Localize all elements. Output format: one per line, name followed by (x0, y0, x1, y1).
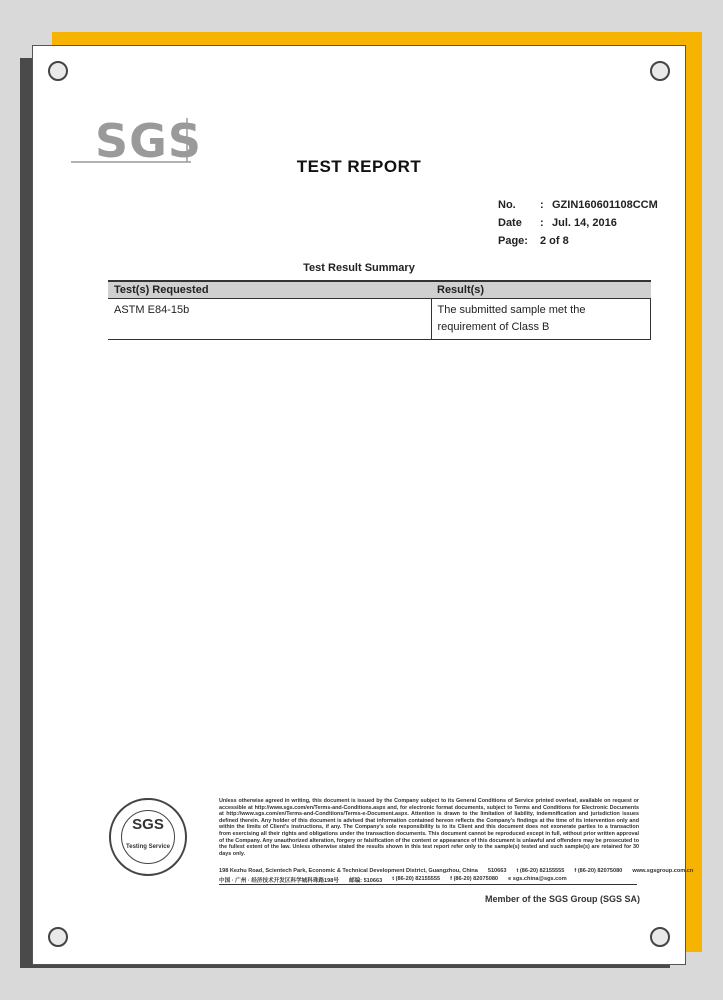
punch-hole-icon (650, 927, 670, 947)
report-number: GZIN160601108CCM (552, 199, 658, 211)
page-number: 2 of 8 (540, 235, 569, 247)
sgs-seal-icon (109, 798, 187, 876)
address-part: f (86-20) 82075080 (574, 868, 623, 874)
meta-label: Page: (498, 235, 528, 247)
address-line-cn (219, 876, 567, 884)
footer-member-text: Member of the SGS Group (SGS SA) (485, 894, 641, 904)
column-header: Result(s) (431, 281, 651, 299)
seal-subtext: Testing Service (126, 844, 170, 850)
footer-divider (219, 884, 637, 885)
summary-title: Test Result Summary (303, 262, 415, 274)
address-part: f (86-20) 82075080 (450, 876, 499, 882)
page-title: TEST REPORT (296, 157, 422, 176)
column-header: Test(s) Requested (108, 281, 431, 299)
meta-label: No. (498, 199, 516, 211)
address-part: t (86-20) 82155555 (516, 868, 565, 874)
address-part: 198 Kezhu Road, Scientech Park, Economic & Technical Development District, Guangzhou, China (219, 868, 478, 874)
address-part: 中国 · 广州 · 经济技术开发区科学城科珠路198号 (219, 878, 339, 884)
meta-sep: : (540, 217, 544, 229)
address-part: 510663 (487, 868, 507, 874)
report-meta (498, 196, 658, 250)
document-page (32, 45, 694, 965)
address-part: t (86-20) 82155555 (392, 876, 441, 882)
address-part: e sgs.china@sgs.com (508, 876, 567, 882)
disclaimer-text: Unless otherwise agreed in writing, this document is issued by the Company subject to its General Conditions of Service printed overleaf, available on request or accessible at http://www.sgs.com/en/Terms-and-Conditions.aspx and, for electronic format documents, subject to Terms and Conditions for Electronic Documents at http://www.sgs.com/en/Terms-and-Conditions/Terms-e-Document.aspx. Attention is drawn to the limitation of liability, indemnification and jurisdiction issues defined therein. Any holder of this document is advised that information contained hereon reflects the Company's findings at the time of its intervention only and within the limits of Client's instructions, if any. The Company's sole responsibility is to its Client and this document does not exonerate parties to a transaction from exercising all their rights and obligations under the transaction documents. This document cannot be reproduced except in full, without prior written approval of the Company. Any unauthorized alteration, forgery or falsification of the content or appearance of this document is unlawful and offenders may be prosecuted to the fullest extent of the law. Unless otherwise stated the results shown in this test report refer only to the sample(s) tested and such sample(s) are retained for 30 days only. (219, 798, 639, 857)
report-date: Jul. 14, 2016 (552, 217, 617, 229)
meta-sep: : (540, 199, 544, 211)
result-summary-table (108, 280, 651, 340)
table-cell-result: The submitted sample met the requirement of Class B (431, 299, 651, 340)
logo-text: SGS (95, 114, 203, 168)
meta-row-number (498, 196, 658, 214)
punch-hole-icon (48, 927, 68, 947)
meta-row-date (498, 214, 658, 232)
address-part: www.sgsgroup.com.cn (632, 868, 694, 874)
punch-hole-icon (48, 61, 68, 81)
address-line-en (219, 868, 693, 874)
punch-hole-icon (650, 61, 670, 81)
meta-label: Date (498, 217, 522, 229)
seal-text: SGS (132, 816, 164, 833)
meta-row-page (498, 232, 658, 250)
table-row (108, 299, 651, 340)
address-part: 邮编: 510663 (348, 878, 383, 884)
table-header-row (108, 281, 651, 299)
table-cell-test: ASTM E84-15b (108, 299, 431, 340)
